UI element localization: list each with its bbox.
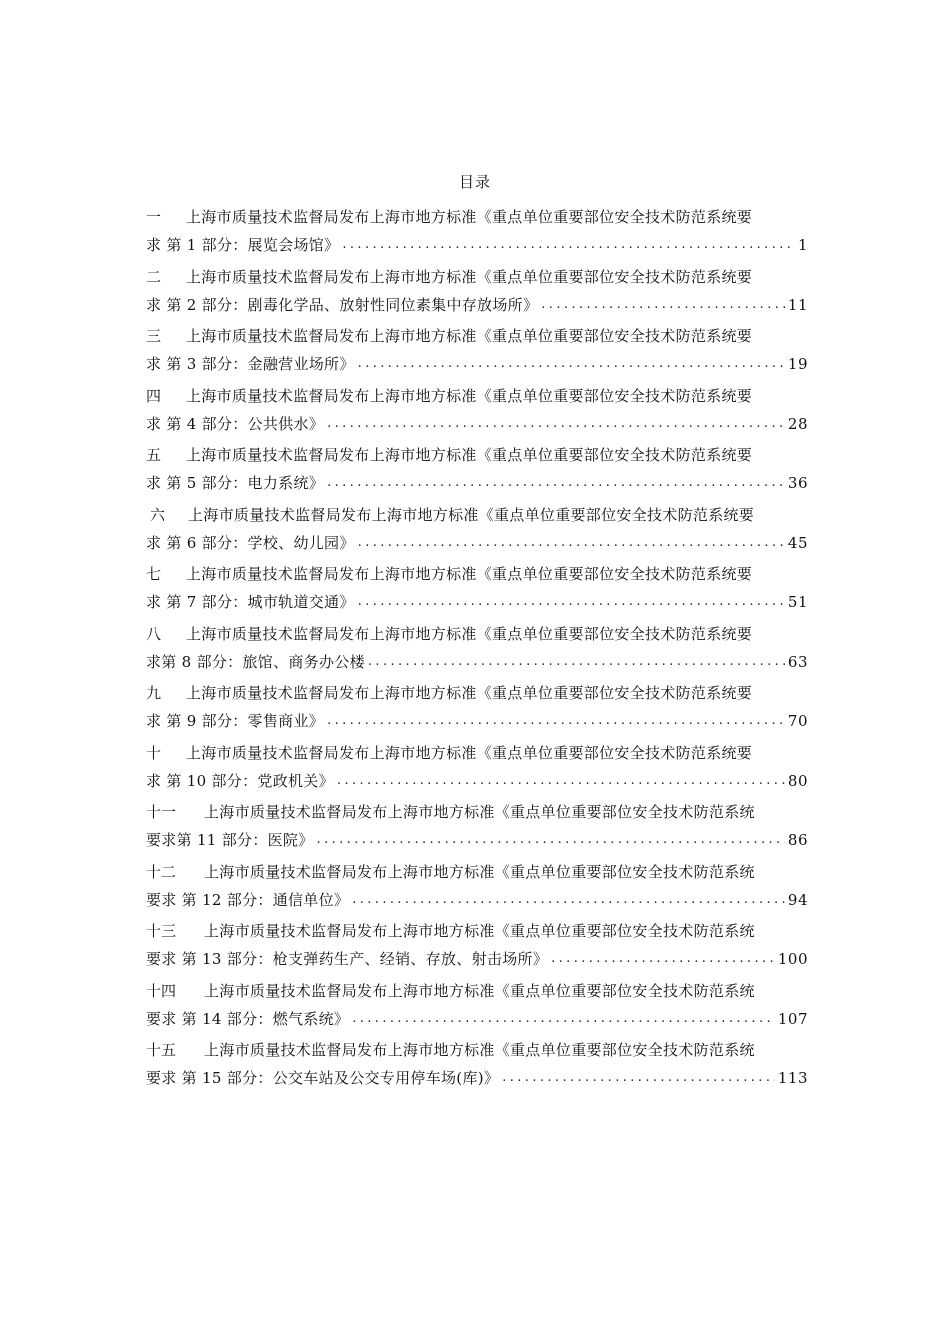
toc-entry[interactable] xyxy=(146,1036,808,1096)
toc-entry-heading: 上海市质量技术监督局发布上海市地方标准《重点单位重要部位安全技术防范系统要 xyxy=(186,327,753,345)
toc-page-number: 11 xyxy=(787,295,808,314)
toc-page-number: 1 xyxy=(797,236,808,254)
toc-entry-tail: 求 第 9 部分：零售商业》 xyxy=(146,712,325,730)
toc-dot-leader xyxy=(502,1064,775,1092)
toc-dot-leader xyxy=(541,291,785,319)
toc-entry-number: 五 xyxy=(146,446,162,464)
toc-page-number: 19 xyxy=(787,355,808,373)
toc-dot-leader xyxy=(551,945,775,973)
toc-dot-leader xyxy=(327,707,785,735)
toc-dot-leader xyxy=(352,886,785,914)
toc-entry-tail: 求 第 1 部分：展览会场馆》 xyxy=(146,236,340,254)
toc-dot-leader xyxy=(358,350,785,378)
toc-entry-heading: 上海市质量技术监督局发布上海市地方标准《重点单位重要部位安全技术防范系统 xyxy=(204,1041,755,1059)
toc-entry-tail: 求 第 3 部分：金融营业场所》 xyxy=(146,355,355,373)
toc-dot-leader xyxy=(327,469,785,497)
toc-entry[interactable] xyxy=(146,739,808,799)
toc-entry-heading: 上海市质量技术监督局发布上海市地方标准《重点单位重要部位安全技术防范系统要 xyxy=(186,624,753,643)
toc-entry-heading: 上海市质量技术监督局发布上海市地方标准《重点单位重要部位安全技术防范系统 xyxy=(204,981,755,1000)
toc-entry-number: 九 xyxy=(146,684,162,702)
toc-entry-heading: 上海市质量技术监督局发布上海市地方标准《重点单位重要部位安全技术防范系统要 xyxy=(186,565,753,583)
toc-entry-tail: 要求 第 15 部分：公交车站及公交专用停车场(库)》 xyxy=(146,1069,500,1087)
toc-page-number: 45 xyxy=(787,533,808,552)
toc-entry[interactable] xyxy=(146,858,808,918)
toc-dot-leader xyxy=(327,410,785,438)
toc-entry-heading: 上海市质量技术监督局发布上海市地方标准《重点单位重要部位安全技术防范系统要 xyxy=(186,743,753,762)
toc-entry[interactable] xyxy=(146,441,808,501)
toc-dot-leader xyxy=(368,648,785,676)
toc-entry-number: 三 xyxy=(146,327,162,345)
toc-page-number: 94 xyxy=(787,890,808,909)
toc-entry[interactable] xyxy=(146,263,808,323)
toc-entry-tail: 要求第 11 部分：医院》 xyxy=(146,831,314,849)
toc-entry-heading: 上海市质量技术监督局发布上海市地方标准《重点单位重要部位安全技术防范系统要 xyxy=(186,386,753,405)
toc-entry-number: 七 xyxy=(146,565,162,583)
toc-page-number: 70 xyxy=(787,712,808,730)
toc-entry[interactable] xyxy=(146,382,808,442)
toc-entry-tail: 求 第 5 部分：电力系统》 xyxy=(146,474,325,492)
toc-page-number: 51 xyxy=(787,593,808,611)
toc-entry[interactable] xyxy=(146,977,808,1037)
toc-entry-number: 四 xyxy=(146,386,162,405)
toc-page-number: 113 xyxy=(777,1069,808,1087)
toc-entry-tail: 求 第 2 部分：剧毒化学品、放射性同位素集中存放场所》 xyxy=(146,295,539,314)
toc-entry[interactable] xyxy=(146,917,808,977)
toc-entry-tail: 求第 8 部分：旅馆、商务办公楼 xyxy=(146,652,365,671)
toc-entry-number: 十三 xyxy=(146,922,177,940)
toc-entry[interactable] xyxy=(146,322,808,382)
toc-entry-number: 十 xyxy=(146,743,162,762)
toc-entry-tail: 求 第 4 部分：公共供水》 xyxy=(146,414,325,433)
toc-dot-leader xyxy=(358,529,785,557)
toc-dot-leader xyxy=(342,231,795,259)
toc-entry-number: 十四 xyxy=(146,981,177,1000)
toc-entry-heading: 上海市质量技术监督局发布上海市地方标准《重点单位重要部位安全技术防范系统 xyxy=(204,922,755,940)
toc-page-number: 86 xyxy=(787,831,808,849)
toc-page-number: 80 xyxy=(787,771,808,790)
toc-title: 目录 xyxy=(458,173,491,191)
toc-entry-heading: 上海市质量技术监督局发布上海市地方标准《重点单位重要部位安全技术防范系统要 xyxy=(188,505,755,524)
toc-entry[interactable] xyxy=(146,560,808,620)
toc-entry-tail: 求 第 6 部分：学校、幼儿园》 xyxy=(146,533,355,552)
toc-entry-heading: 上海市质量技术监督局发布上海市地方标准《重点单位重要部位安全技术防范系统要 xyxy=(186,446,753,464)
toc-entry-number: 二 xyxy=(146,267,162,286)
toc-entry[interactable] xyxy=(146,203,808,263)
toc-entry-tail: 要求 第 13 部分：枪支弹药生产、经销、存放、射击场所》 xyxy=(146,950,549,968)
toc-entry-number: 一 xyxy=(146,208,162,226)
toc-entry[interactable] xyxy=(146,679,808,739)
toc-entry-tail: 求 第 7 部分：城市轨道交通》 xyxy=(146,593,355,611)
toc-page-number: 28 xyxy=(787,414,808,433)
toc-entry-number: 六 xyxy=(150,505,166,524)
toc-entry-number: 八 xyxy=(146,624,162,643)
toc-dot-leader xyxy=(337,767,785,795)
toc-entry-number: 十一 xyxy=(146,803,177,821)
toc-entry[interactable] xyxy=(146,620,808,680)
toc-page-number: 63 xyxy=(787,652,808,671)
toc-list xyxy=(146,203,808,1096)
toc-entry-number: 十二 xyxy=(146,862,177,881)
toc-entry-heading: 上海市质量技术监督局发布上海市地方标准《重点单位重要部位安全技术防范系统 xyxy=(204,862,755,881)
toc-entry-number: 十五 xyxy=(146,1041,177,1059)
toc-dot-leader xyxy=(352,1005,775,1033)
toc-page-number: 107 xyxy=(777,1009,808,1028)
toc-entry[interactable] xyxy=(146,501,808,561)
toc-entry-heading: 上海市质量技术监督局发布上海市地方标准《重点单位重要部位安全技术防范系统要 xyxy=(186,267,753,286)
toc-entry-tail: 要求 第 12 部分：通信单位》 xyxy=(146,890,350,909)
toc-page-number: 36 xyxy=(787,474,808,492)
toc-entry-heading: 上海市质量技术监督局发布上海市地方标准《重点单位重要部位安全技术防范系统要 xyxy=(186,684,753,702)
toc-entry-tail: 求 第 10 部分：党政机关》 xyxy=(146,771,334,790)
toc-page-number: 100 xyxy=(777,950,808,968)
toc-dot-leader xyxy=(358,588,785,616)
toc-entry-heading: 上海市质量技术监督局发布上海市地方标准《重点单位重要部位安全技术防范系统 xyxy=(204,803,755,821)
toc-dot-leader xyxy=(317,826,785,854)
toc-entry-tail: 要求 第 14 部分：燃气系统》 xyxy=(146,1009,350,1028)
toc-entry[interactable] xyxy=(146,798,808,858)
toc-entry-heading: 上海市质量技术监督局发布上海市地方标准《重点单位重要部位安全技术防范系统要 xyxy=(186,208,753,226)
